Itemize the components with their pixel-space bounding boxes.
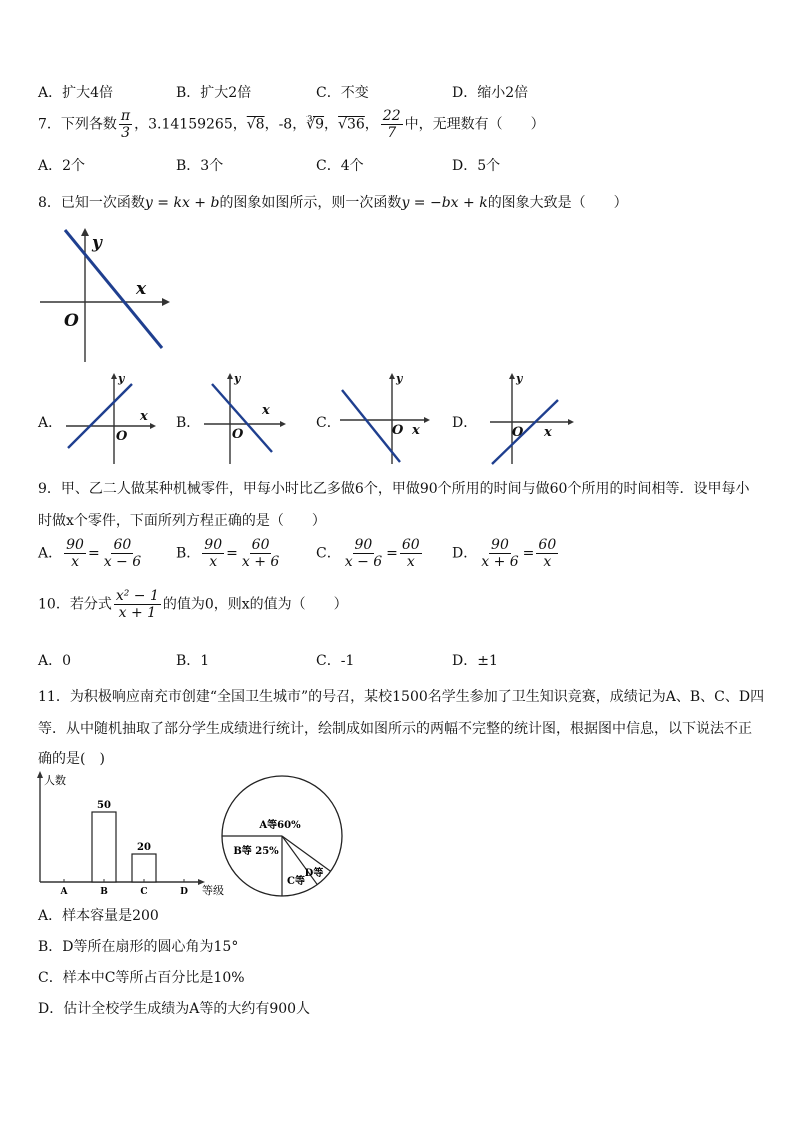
origin-label: O bbox=[64, 311, 79, 331]
frac-numerator: 22 bbox=[382, 108, 401, 124]
q8-text-2: 的图象如图所示，则一次函数 bbox=[219, 195, 402, 211]
axis-label-y: y bbox=[92, 233, 102, 253]
lhs-fraction bbox=[343, 537, 384, 570]
q11-option-c: C．样本中C等所占百分比是10% bbox=[38, 970, 245, 986]
lhs-fraction bbox=[479, 537, 520, 570]
q8-main-graph bbox=[30, 222, 180, 367]
q9-line-2: 时做x个零件，下面所列方程正确的是（ ） bbox=[38, 513, 326, 529]
axis-label-x: x bbox=[140, 409, 148, 424]
q8-equation-2: y = −bx + k bbox=[401, 195, 488, 211]
axis-label-x: x bbox=[136, 279, 147, 299]
q11-option-d: D．估计全校学生成绩为A等的大约有900人 bbox=[38, 1001, 311, 1017]
origin-label: O bbox=[116, 429, 128, 444]
denominator: x − 6 bbox=[344, 554, 383, 571]
denominator: x bbox=[543, 554, 552, 571]
q6-option-a: A．扩大4倍 bbox=[38, 85, 114, 101]
q8-option-d-label: D． bbox=[452, 415, 478, 431]
numerator: 90 bbox=[204, 537, 223, 553]
lhs-fraction bbox=[64, 537, 86, 570]
axis-label-x: x bbox=[262, 403, 270, 418]
axis-label-y: y bbox=[118, 372, 125, 385]
bar-value-label-c: 20 bbox=[137, 842, 151, 853]
category-label-c: C bbox=[140, 887, 148, 897]
origin-label: O bbox=[232, 427, 244, 442]
q7-option-a: A．2个 bbox=[38, 158, 86, 174]
q8-option-c-label: C． bbox=[316, 415, 341, 431]
q9-option-b bbox=[176, 537, 283, 570]
q7-cbrt9: ∛9 bbox=[306, 116, 325, 133]
denominator: x + 6 bbox=[241, 554, 280, 571]
x-arrow-icon bbox=[568, 419, 574, 425]
numerator: 90 bbox=[491, 537, 509, 553]
q9-option-a bbox=[38, 537, 145, 570]
pie-label-a: A等60% bbox=[259, 820, 301, 831]
denominator: x bbox=[209, 554, 218, 571]
numerator: 60 bbox=[113, 537, 132, 553]
denominator: x bbox=[71, 554, 79, 571]
pie-group bbox=[222, 776, 342, 896]
rhs-fraction bbox=[536, 537, 558, 570]
axis-label-x: x bbox=[412, 423, 420, 438]
x-arrow-icon bbox=[280, 421, 286, 427]
q9-option-d bbox=[452, 537, 560, 570]
x-arrow-icon bbox=[424, 417, 430, 423]
y-arrow-icon bbox=[227, 373, 233, 379]
q7-text-6: ， bbox=[364, 116, 379, 133]
equals-sign: = bbox=[522, 545, 535, 562]
q8-option-c-graph bbox=[336, 370, 440, 466]
x-arrow-icon bbox=[162, 298, 170, 306]
bar-b bbox=[92, 812, 116, 882]
pie-label-c: C等 bbox=[287, 876, 305, 887]
equals-sign: = bbox=[386, 545, 398, 562]
q8-option-d-graph bbox=[486, 370, 586, 466]
q10-option-b: B．1 bbox=[176, 653, 210, 669]
option-label: A． bbox=[38, 545, 63, 562]
pie-label-d: D等 bbox=[304, 868, 324, 879]
q8-text-3: 的图象大致是（ ） bbox=[487, 195, 628, 211]
denominator: x bbox=[406, 554, 415, 571]
q7-text-5: ， bbox=[324, 116, 339, 133]
axis-label-y: y bbox=[516, 372, 523, 385]
numerator: 90 bbox=[354, 537, 373, 553]
y-arrow-icon bbox=[111, 373, 117, 379]
q11-line-3: 确的是( ) bbox=[38, 751, 105, 767]
q7-stem bbox=[38, 108, 545, 141]
rhs-fraction bbox=[240, 537, 281, 570]
graph-line bbox=[65, 230, 162, 348]
origin-label: O bbox=[392, 423, 404, 438]
frac-denominator: 7 bbox=[387, 125, 397, 142]
q8-equation-1: y = kx + b bbox=[144, 195, 220, 211]
q10-stem bbox=[38, 588, 348, 621]
category-label-b: B bbox=[100, 887, 108, 897]
q10-option-d: D．±1 bbox=[452, 653, 498, 669]
q8-text-1: 8．已知一次函数 bbox=[38, 195, 145, 211]
q10-option-a: A．0 bbox=[38, 653, 72, 669]
q7-text-2: ，3.14159265， bbox=[134, 116, 247, 133]
axis-label-x: x bbox=[544, 425, 552, 440]
q10-prefix: 10．若分式 bbox=[38, 596, 112, 613]
category-label-a: A bbox=[60, 887, 68, 897]
q10-fraction bbox=[114, 588, 161, 621]
q8-option-a-graph bbox=[62, 370, 162, 466]
q10-option-c: C．-1 bbox=[316, 653, 355, 669]
bar-chart bbox=[30, 770, 230, 898]
y-arrow-icon bbox=[389, 373, 395, 379]
pi-numerator: π bbox=[120, 108, 131, 124]
q11-option-a: A．样本容量是200 bbox=[38, 908, 159, 924]
q11-line-1: 11．为积极响应南充市创建“全国卫生城市”的号召，某校1500名学生参加了卫生知识竞赛，成绩记为A、B、C、D四 bbox=[38, 689, 765, 705]
rhs-fraction bbox=[400, 537, 422, 570]
q8-option-b-graph bbox=[200, 370, 300, 466]
q8-stem bbox=[38, 192, 628, 212]
numerator: 60 bbox=[538, 537, 557, 553]
category-label-d: D bbox=[180, 887, 188, 897]
bar-value-label-b: 50 bbox=[97, 800, 111, 811]
q7-sqrt36: √36 bbox=[338, 116, 365, 133]
equals-sign: = bbox=[226, 545, 238, 562]
q10-suffix: 的值为0，则x的值为（ ） bbox=[162, 596, 348, 613]
x-axis-label: 等级 bbox=[202, 884, 224, 897]
x-arrow-icon bbox=[150, 423, 156, 429]
q6-option-b: B．扩大2倍 bbox=[176, 85, 252, 101]
q6-option-d: D．缩小2倍 bbox=[452, 85, 529, 101]
option-label: C． bbox=[316, 545, 341, 562]
option-label: D． bbox=[452, 545, 478, 562]
denominator: x − 6 bbox=[103, 554, 142, 571]
lhs-fraction bbox=[202, 537, 224, 570]
q8-option-a-label: A． bbox=[38, 415, 63, 431]
q7-sqrt8: √8 bbox=[246, 116, 265, 133]
q11-line-2: 等．从中随机抽取了部分学生成绩进行统计，绘制成如图所示的两幅不完整的统计图，根据图中信息，以下说法不正 bbox=[38, 721, 752, 737]
bar-c bbox=[132, 854, 156, 882]
q7-text-4: ，-8， bbox=[264, 116, 307, 133]
q9-line-1: 9．甲、乙二人做某种机械零件，甲每小时比乙多做6个，甲做90个所用的时间与做60个所用的时间相等．设甲每小 bbox=[38, 481, 750, 497]
pie-chart bbox=[218, 772, 354, 900]
q9-option-c bbox=[316, 537, 424, 570]
rhs-fraction bbox=[102, 537, 143, 570]
denominator: x + 1 bbox=[118, 605, 157, 622]
q7-option-d: D．5个 bbox=[452, 158, 501, 174]
q7-pi-fraction bbox=[119, 108, 132, 141]
numerator: 60 bbox=[401, 537, 420, 553]
pi-denominator: 3 bbox=[121, 125, 130, 142]
option-label: B． bbox=[176, 545, 201, 562]
q7-22-7-fraction bbox=[381, 108, 403, 141]
equals-sign: = bbox=[87, 545, 100, 562]
y-arrow-icon bbox=[81, 228, 89, 236]
denominator: x + 6 bbox=[481, 554, 519, 571]
axis-label-y: y bbox=[396, 372, 403, 385]
q7-prefix: 7．下列各数 bbox=[38, 116, 117, 133]
axis-label-y: y bbox=[234, 372, 241, 385]
q7-option-c: C．4个 bbox=[316, 158, 364, 174]
q8-option-b-label: B． bbox=[176, 415, 201, 431]
q7-suffix: 中，无理数有（ ） bbox=[404, 116, 545, 133]
origin-label: O bbox=[512, 425, 524, 440]
y-arrow-icon bbox=[509, 373, 515, 379]
pie-label-b: B等 25% bbox=[233, 846, 279, 857]
q7-option-b: B．3个 bbox=[176, 158, 224, 174]
q6-option-c: C．不变 bbox=[316, 85, 369, 101]
y-arrow-icon bbox=[37, 771, 43, 778]
numerator: 90 bbox=[66, 537, 84, 553]
numerator: 60 bbox=[251, 537, 270, 553]
y-axis-label: 人数 bbox=[44, 774, 66, 787]
q11-option-b: B．D等所在扇形的圆心角为15° bbox=[38, 939, 239, 955]
numerator: x² − 1 bbox=[115, 588, 159, 604]
